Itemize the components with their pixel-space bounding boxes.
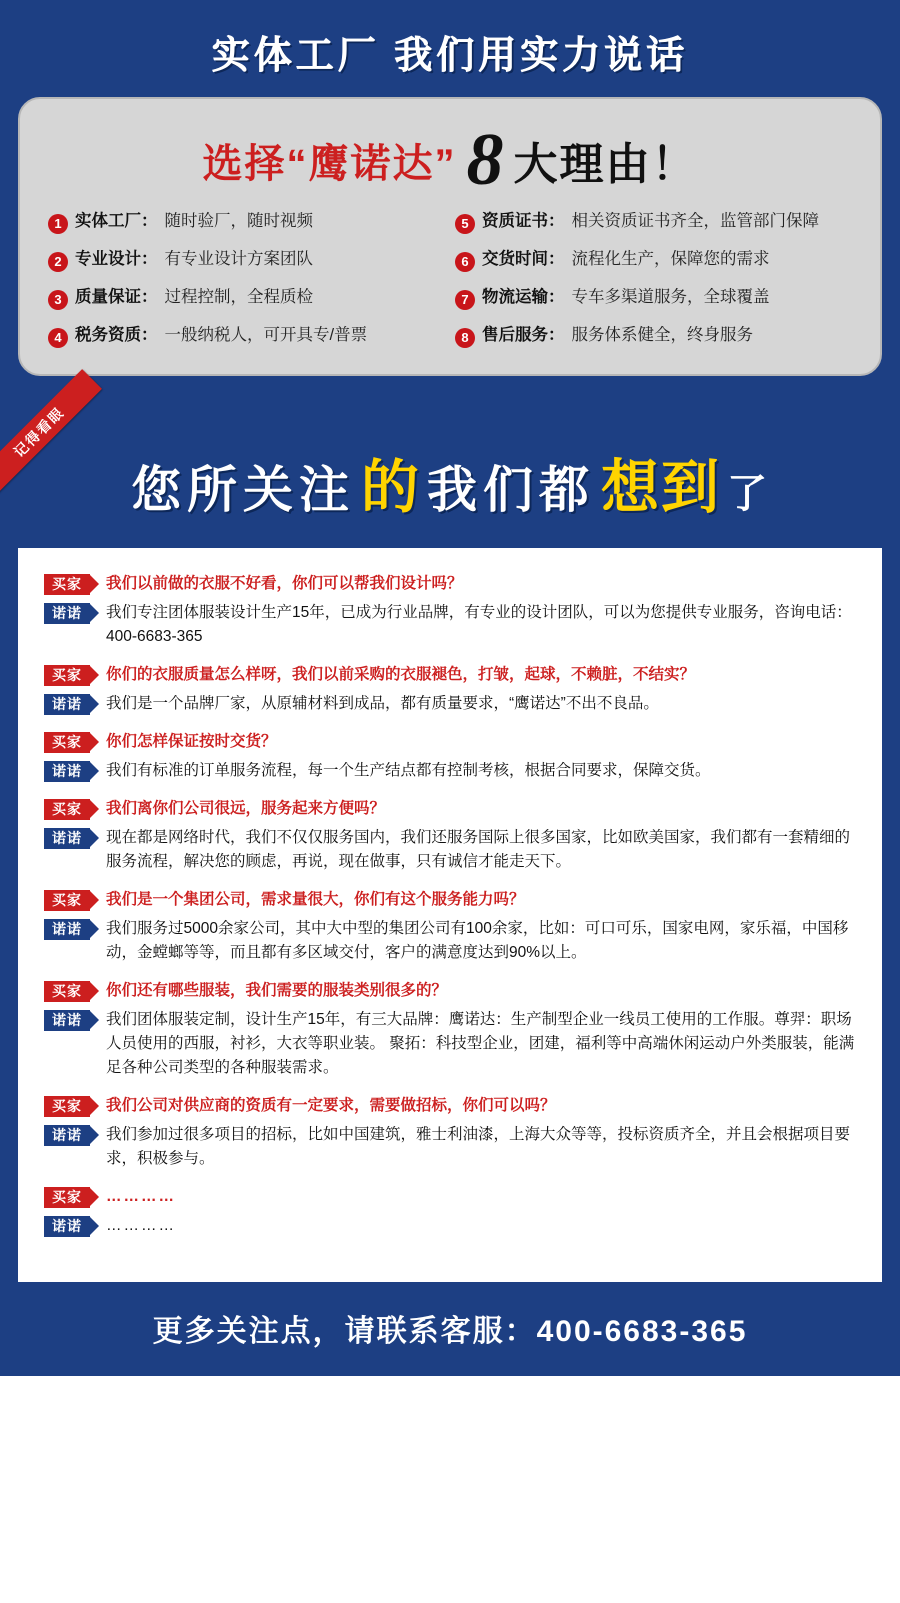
reasons-headline-number: 8 — [466, 119, 504, 201]
question-text: 你们怎样保证按时交货？ — [106, 732, 277, 750]
buyer-tag — [44, 1187, 90, 1208]
question-text: 我们公司对供应商的资质有一定要求，需要做招标，你们可以吗？ — [106, 1096, 556, 1114]
buyer-tag-label: 买家 — [52, 1188, 82, 1205]
answer-row — [44, 1214, 856, 1238]
answer-text: 我们参加过很多项目的招标，比如中国建筑，雅士利油漆，上海大众等等，投标资质齐全，并且会根据项目要求，积极参与。 — [106, 1125, 851, 1167]
reason-number-badge: 1 — [48, 214, 68, 234]
buyer-tag — [44, 574, 90, 595]
reason-item — [455, 326, 852, 348]
reason-item — [48, 250, 445, 272]
reason-key: 税务资质： — [75, 325, 158, 344]
question-text: 我们是一个集团公司，需求量很大，你们有这个服务能力吗？ — [106, 890, 525, 908]
reason-number-badge: 5 — [455, 214, 475, 234]
answer-text: ………… — [106, 1216, 176, 1234]
qa-block — [44, 1185, 856, 1238]
reason-key: 实体工厂： — [75, 211, 158, 230]
seller-tag — [44, 761, 90, 782]
buyer-tag — [44, 799, 90, 820]
qa-block — [44, 888, 856, 965]
seller-tag — [44, 694, 90, 715]
buyer-tag-label: 买家 — [52, 575, 82, 592]
reason-key: 交货时间： — [482, 249, 565, 268]
question-text: 你们的衣服质量怎么样呀，我们以前采购的衣服褪色，打皱，起球，不赖脏，不结实？ — [106, 665, 696, 683]
page-title: 实体工厂 我们用实力说话 — [211, 35, 689, 77]
answer-row — [44, 1123, 856, 1171]
buyer-tag-label: 买家 — [52, 982, 82, 999]
question-row — [44, 663, 856, 687]
seller-tag-label: 诺诺 — [52, 920, 82, 937]
reason-number-badge: 4 — [48, 328, 68, 348]
faq-headline-part2: 的 — [360, 454, 421, 520]
reasons-headline-red: 选择“鹰诺达” — [202, 141, 457, 186]
reason-number-badge: 6 — [455, 252, 475, 272]
qa-block — [44, 730, 856, 783]
qa-block — [44, 1094, 856, 1171]
question-row — [44, 797, 856, 821]
seller-tag — [44, 919, 90, 940]
seller-tag — [44, 1010, 90, 1031]
answer-text: 我们服务过5000余家公司，其中大中型的集团公司有100余家，比如：可口可乐，国家电网，家乐福，中国移动，金螳螂等等，而且都有多区域交付，客户的满意度达到90%以上。 — [106, 919, 849, 961]
footer-contact: 更多关注点，请联系客服：400-6683-365 — [0, 1282, 900, 1376]
seller-tag — [44, 1125, 90, 1146]
seller-tag — [44, 1216, 90, 1237]
reason-item — [48, 326, 445, 348]
answer-text: 我们专注团体服装设计生产15年，已成为行业品牌，有专业的设计团队，可以为您提供专业服务，咨询电话：400-6683-365 — [106, 603, 852, 645]
reason-value: 随时验厂，随时视频 — [164, 211, 313, 230]
reason-value: 有专业设计方案团队 — [164, 249, 313, 268]
question-text: 我们离你们公司很远，服务起来方便吗？ — [106, 799, 386, 817]
reason-number-badge: 7 — [455, 290, 475, 310]
reason-item — [455, 212, 852, 234]
reason-key: 质量保证： — [75, 287, 158, 306]
faq-headline-part5: 了 — [727, 471, 770, 516]
buyer-tag — [44, 665, 90, 686]
answer-text: 我们是一个品牌厂家，从原辅材料到成品，都有质量要求，“鹰诺达”不出不良品。 — [106, 694, 659, 712]
reasons-grid — [48, 212, 852, 348]
buyer-tag — [44, 981, 90, 1002]
answer-text: 现在都是网络时代，我们不仅仅服务国内，我们还服务国际上很多国家，比如欧美国家，我们都有一套精细的服务流程，解决您的顾虑，再说，现在做事，只有诚信才能走天下。 — [106, 828, 851, 870]
reason-item — [455, 288, 852, 310]
reason-item — [455, 250, 852, 272]
buyer-tag-label: 买家 — [52, 666, 82, 683]
reason-value: 相关资质证书齐全，监管部门保障 — [571, 211, 819, 230]
faq-card — [18, 548, 882, 1282]
qa-block — [44, 572, 856, 649]
seller-tag-label: 诺诺 — [52, 695, 82, 712]
faq-section — [0, 400, 900, 1282]
buyer-tag — [44, 1096, 90, 1117]
question-text: 我们以前做的衣服不好看，你们可以帮我们设计吗？ — [106, 574, 463, 592]
answer-row — [44, 759, 856, 783]
reason-number-badge: 2 — [48, 252, 68, 272]
faq-headline-part1: 您所关注 — [130, 461, 355, 518]
question-row — [44, 888, 856, 912]
seller-tag — [44, 603, 90, 624]
answer-row — [44, 1008, 856, 1080]
seller-tag-label: 诺诺 — [52, 1011, 82, 1028]
question-row — [44, 730, 856, 754]
buyer-tag — [44, 732, 90, 753]
question-text: ………… — [106, 1187, 176, 1205]
reason-key: 专业设计： — [75, 249, 158, 268]
reasons-card — [18, 97, 882, 376]
answer-text: 我们有标准的订单服务流程，每一个生产结点都有控制考核，根据合同要求，保障交货。 — [106, 761, 711, 779]
faq-headline-part3: 我们都 — [427, 461, 595, 518]
buyer-tag-label: 买家 — [52, 733, 82, 750]
qa-block — [44, 797, 856, 874]
buyer-tag — [44, 890, 90, 911]
reason-value: 一般纳税人，可开具专/普票 — [164, 325, 368, 344]
reason-number-badge: 8 — [455, 328, 475, 348]
answer-text: 我们团体服装定制，设计生产15年，有三大品牌：鹰诺达：生产制型企业一线员工使用的工作服。尊羿：职场人员使用的西服，衬衫，大衣等职业装。 聚拓：科技型企业，团建，福利等中高端休闲运动户外类服装，能满足各种公司类型的各种服装需求。 — [106, 1010, 855, 1076]
reason-item — [48, 288, 445, 310]
faq-headline-part4: 想到 — [601, 454, 722, 520]
question-row — [44, 572, 856, 596]
reason-key: 资质证书： — [482, 211, 565, 230]
reason-value: 专车多渠道服务，全球覆盖 — [571, 287, 770, 306]
reason-item — [48, 212, 445, 234]
seller-tag-label: 诺诺 — [52, 1126, 82, 1143]
question-row — [44, 1185, 856, 1209]
seller-tag — [44, 828, 90, 849]
seller-tag-label: 诺诺 — [52, 1217, 82, 1234]
answer-row — [44, 601, 856, 649]
answer-row — [44, 826, 856, 874]
reason-key: 售后服务： — [482, 325, 565, 344]
answer-row — [44, 692, 856, 716]
answer-row — [44, 917, 856, 965]
buyer-tag-label: 买家 — [52, 891, 82, 908]
question-text: 你们还有哪些服装，我们需要的服装类别很多的？ — [106, 981, 448, 999]
seller-tag-label: 诺诺 — [52, 762, 82, 779]
qa-block — [44, 663, 856, 716]
question-row — [44, 1094, 856, 1118]
reasons-headline — [48, 121, 852, 212]
corner-ribbon: 记得看眼 — [0, 369, 102, 495]
reason-number-badge: 3 — [48, 290, 68, 310]
reason-value: 服务体系健全，终身服务 — [571, 325, 753, 344]
question-row — [44, 979, 856, 1003]
buyer-tag-label: 买家 — [52, 800, 82, 817]
seller-tag-label: 诺诺 — [52, 829, 82, 846]
faq-headline — [18, 410, 882, 548]
buyer-tag-label: 买家 — [52, 1097, 82, 1114]
reason-key: 物流运输： — [482, 287, 565, 306]
qa-block — [44, 979, 856, 1080]
reasons-headline-black: 大理由！ — [513, 140, 698, 190]
reason-value: 过程控制，全程质检 — [164, 287, 313, 306]
reasons-section — [0, 0, 900, 400]
seller-tag-label: 诺诺 — [52, 604, 82, 621]
reason-value: 流程化生产，保障您的需求 — [571, 249, 770, 268]
